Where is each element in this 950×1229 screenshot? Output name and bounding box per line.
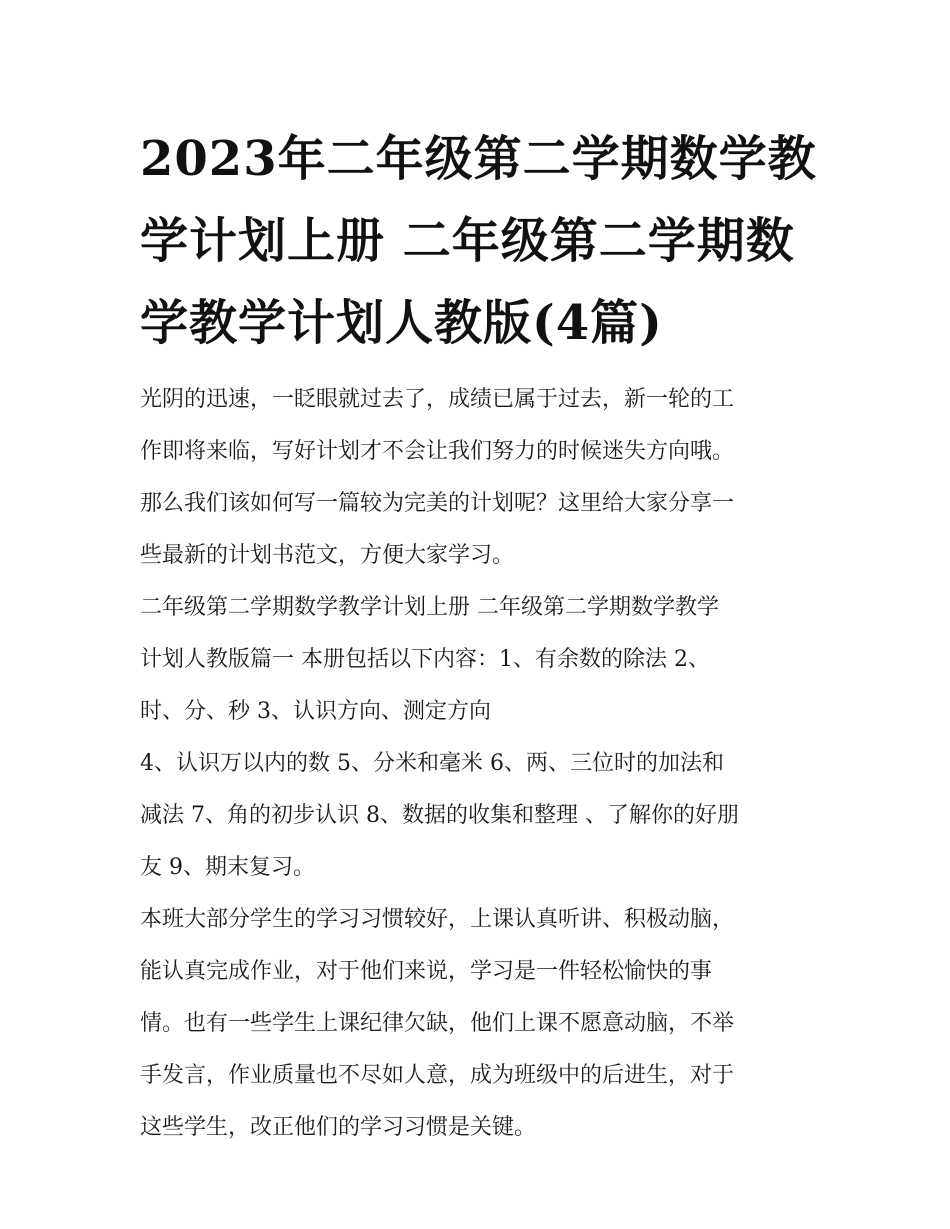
text-line: 4、认识万以内的数 5、分米和毫米 6、两、三位时的加法和: [140, 751, 724, 776]
intro-paragraph: [140, 374, 812, 582]
title-line: 学计划上册 二年级第二学期数: [140, 213, 795, 269]
text-line: 时、分、秒 3、认识方向、测定方向: [140, 699, 491, 724]
text-line: 光阴的迅速，一眨眼就过去了，成绩已属于过去，新一轮的工: [140, 387, 735, 412]
text-line: 那么我们该如何写一篇较为完美的计划呢？这里给大家分享一: [140, 491, 735, 516]
text-line: 友 9、期末复习。: [140, 855, 315, 880]
text-line: 些最新的计划书范文，方便大家学习。: [140, 543, 515, 568]
text-line: 计划人教版篇一 本册包括以下内容：1、有余数的除法 2、: [140, 647, 710, 672]
title-line: 2023年二年级第二学期数学教: [140, 131, 817, 187]
document-body: [140, 374, 812, 1154]
document-title: [140, 118, 817, 364]
text-line: 能认真完成作业，对于他们来说，学习是一件轻松愉快的事: [140, 959, 713, 984]
document-page: [140, 118, 817, 1154]
contents-continued-paragraph: [140, 738, 812, 894]
text-line: 这些学生，改正他们的学习习惯是关键。: [140, 1115, 537, 1140]
text-line: 作即将来临，写好计划才不会让我们努力的时候迷失方向哦。: [140, 439, 735, 464]
class-analysis-paragraph: [140, 894, 812, 1154]
text-line: 手发言，作业质量也不尽如人意，成为班级中的后进生，对于: [140, 1063, 735, 1088]
text-line: 本班大部分学生的学习习惯较好，上课认真听讲、积极动脑，: [140, 907, 735, 932]
text-line: 二年级第二学期数学教学计划上册 二年级第二学期数学教学: [140, 595, 719, 620]
text-line: 减法 7、角的初步认识 8、数据的收集和整理 、了解你的好朋: [140, 803, 739, 828]
title-line: 学教学计划人教版(4篇): [140, 295, 663, 351]
text-line: 情。也有一些学生上课纪律欠缺，他们上课不愿意动脑，不举: [140, 1011, 735, 1036]
contents-paragraph: [140, 582, 812, 738]
